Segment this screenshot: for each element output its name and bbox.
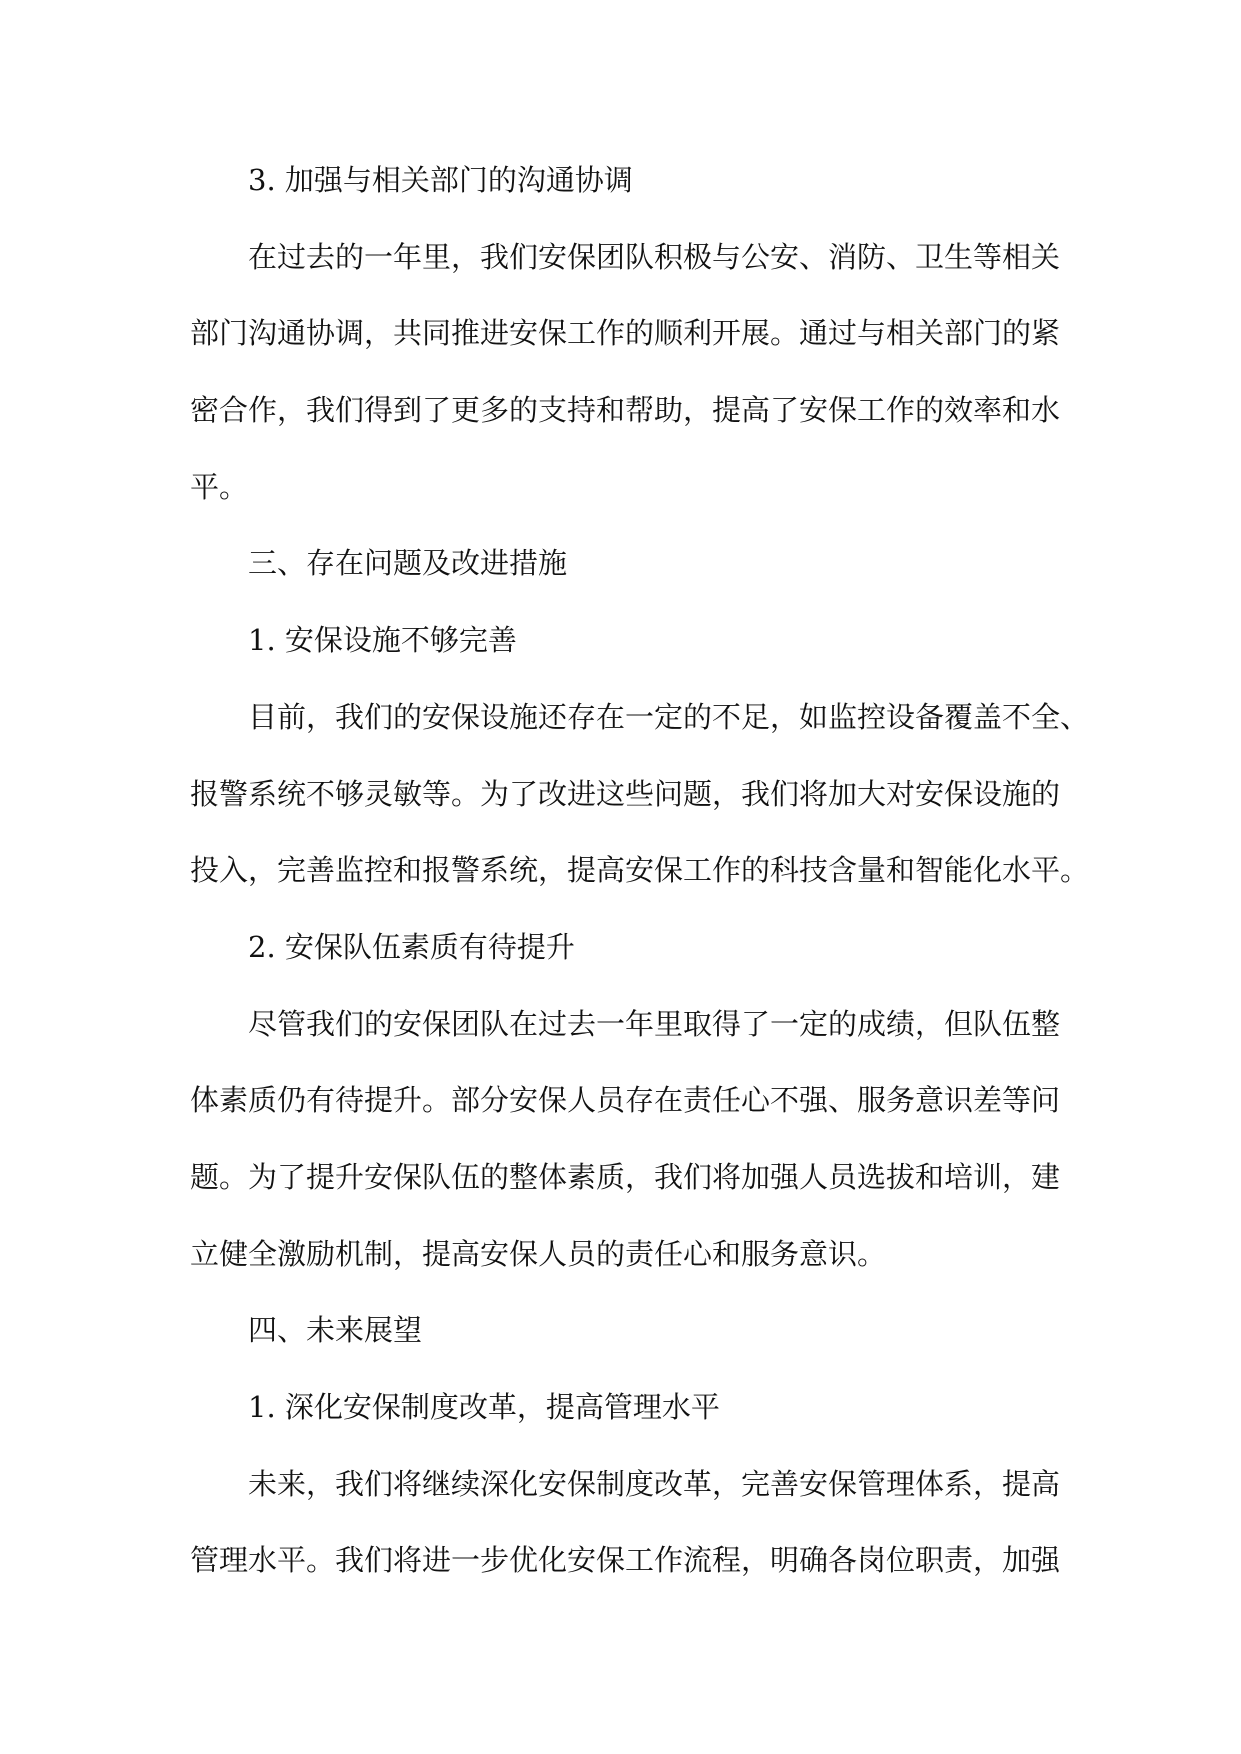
paragraph-line: 部门沟通协调，共同推进安保工作的顺利开展。通过与相关部门的紧 xyxy=(190,316,1061,351)
paragraph-line: 题。为了提升安保队伍的整体素质，我们将加强人员选拔和培训，建 xyxy=(190,1159,1061,1194)
subheading-3-communication: 3. 加强与相关部门的沟通协调 xyxy=(248,163,633,197)
paragraph-line: 未来，我们将继续深化安保制度改革，完善安保管理体系，提高 xyxy=(248,1466,1061,1501)
section-heading-problems: 三、存在问题及改进措施 xyxy=(248,546,568,581)
paragraph-line: 立健全激励机制，提高安保人员的责任心和服务意识。 xyxy=(190,1236,887,1271)
paragraph-line: 投入，完善监控和报警系统，提高安保工作的科技含量和智能化水平。 xyxy=(190,853,1090,888)
paragraph-line: 密合作，我们得到了更多的支持和帮助，提高了安保工作的效率和水 xyxy=(190,393,1061,428)
paragraph-line: 在过去的一年里，我们安保团队积极与公安、消防、卫生等相关 xyxy=(248,239,1061,274)
subheading-2-team-quality: 2. 安保队伍素质有待提升 xyxy=(248,929,575,964)
subheading-1-facilities: 1. 安保设施不够完善 xyxy=(248,623,517,658)
subheading-1-reform: 1. 深化安保制度改革，提高管理水平 xyxy=(248,1390,720,1424)
paragraph-line: 平。 xyxy=(190,469,249,504)
section-heading-outlook: 四、未来展望 xyxy=(248,1313,423,1348)
paragraph-line: 管理水平。我们将进一步优化安保工作流程，明确各岗位职责，加强 xyxy=(190,1543,1061,1578)
paragraph-line: 目前，我们的安保设施还存在一定的不足，如监控设备覆盖不全、 xyxy=(248,699,1090,734)
paragraph-line: 体素质仍有待提升。部分安保人员存在责任心不强、服务意识差等问 xyxy=(190,1083,1061,1118)
paragraph-line: 报警系统不够灵敏等。为了改进这些问题，我们将加大对安保设施的 xyxy=(190,776,1061,811)
paragraph-line: 尽管我们的安保团队在过去一年里取得了一定的成绩，但队伍整 xyxy=(248,1006,1061,1041)
document-body xyxy=(190,142,1090,1599)
